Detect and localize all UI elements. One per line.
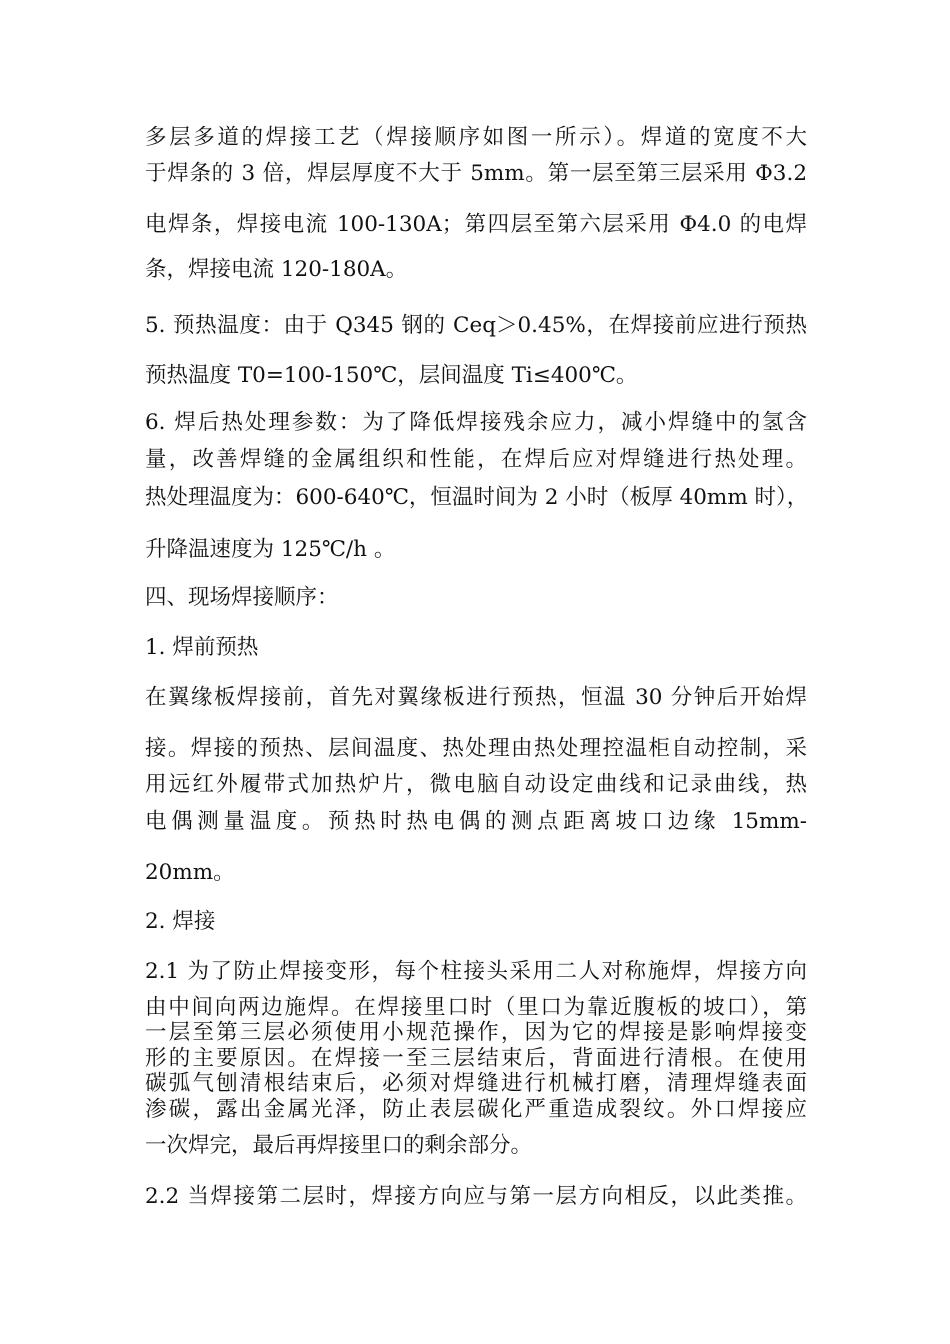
text-line-25: 一次焊完，最后再焊接里口的剩余部分。	[145, 1133, 533, 1158]
text-line-7: 6. 焊后热处理参数：为了降低焊接残余应力，减小焊缝中的氢含	[145, 410, 807, 435]
text-line-26: 2.2 当焊接第二层时，焊接方向应与第一层方向相反，以此类推。	[145, 1184, 807, 1209]
text-line-21: 一层至第三层必须使用小规范操作，因为它的焊接是影响焊接变	[145, 1020, 807, 1045]
text-line-5: 5. 预热温度：由于 Q345 钢的 Ceq＞0.45%，在焊接前应进行预热	[145, 313, 807, 338]
subheading-welding: 2. 焊接	[145, 909, 216, 934]
section-heading: 四、现场焊接顺序：	[145, 585, 339, 610]
text-line-22: 形的主要原因。在焊接一至三层结束后，背面进行清根。在使用	[145, 1046, 807, 1071]
text-line-2: 于焊条的 3 倍，焊层厚度不大于 5mm。第一层至第三层采用 Φ3.2	[145, 161, 807, 186]
text-line-8: 量，改善焊缝的金属组织和性能，在焊后应对焊缝进行热处理。	[145, 447, 807, 472]
text-line-1: 多层多道的焊接工艺（焊接顺序如图一所示）。焊道的宽度不大	[145, 125, 807, 150]
text-line-14: 接。焊接的预热、层间温度、热处理由热处理控温柜自动控制，采	[145, 736, 807, 761]
text-line-15: 用远红外履带式加热炉片，微电脑自动设定曲线和记录曲线，热	[145, 772, 807, 797]
text-line-16: 电偶测量温度。预热时热电偶的测点距离坡口边缘 15mm-	[145, 809, 807, 834]
subheading-preheat: 1. 焊前预热	[145, 635, 259, 660]
text-line-10: 升降温速度为 125℃/h 。	[145, 537, 396, 562]
text-line-13: 在翼缘板焊接前，首先对翼缘板进行预热，恒温 30 分钟后开始焊	[145, 685, 807, 710]
text-line-6: 预热温度 T0=100-150℃，层间温度 Ti≤400℃。	[145, 363, 638, 388]
text-line-23: 碳弧气刨清根结束后，必须对焊缝进行机械打磨，清理焊缝表面	[145, 1071, 807, 1096]
text-line-9: 热处理温度为：600-640℃，恒温时间为 2 小时（板厚 40mm 时），	[145, 485, 809, 510]
text-line-20: 由中间向两边施焊。在焊接里口时（里口为靠近腹板的坡口），第	[145, 995, 807, 1020]
text-line-24: 渗碳，露出金属光泽，防止表层碳化严重造成裂纹。外口焊接应	[145, 1097, 807, 1122]
text-line-4: 条，焊接电流 120-180A。	[145, 257, 408, 282]
text-line-17: 20mm。	[145, 860, 235, 885]
text-line-19: 2.1 为了防止焊接变形，每个柱接头采用二人对称施焊，焊接方向	[145, 959, 807, 984]
text-line-3: 电焊条，焊接电流 100-130A；第四层至第六层采用 Φ4.0 的电焊	[145, 212, 807, 237]
